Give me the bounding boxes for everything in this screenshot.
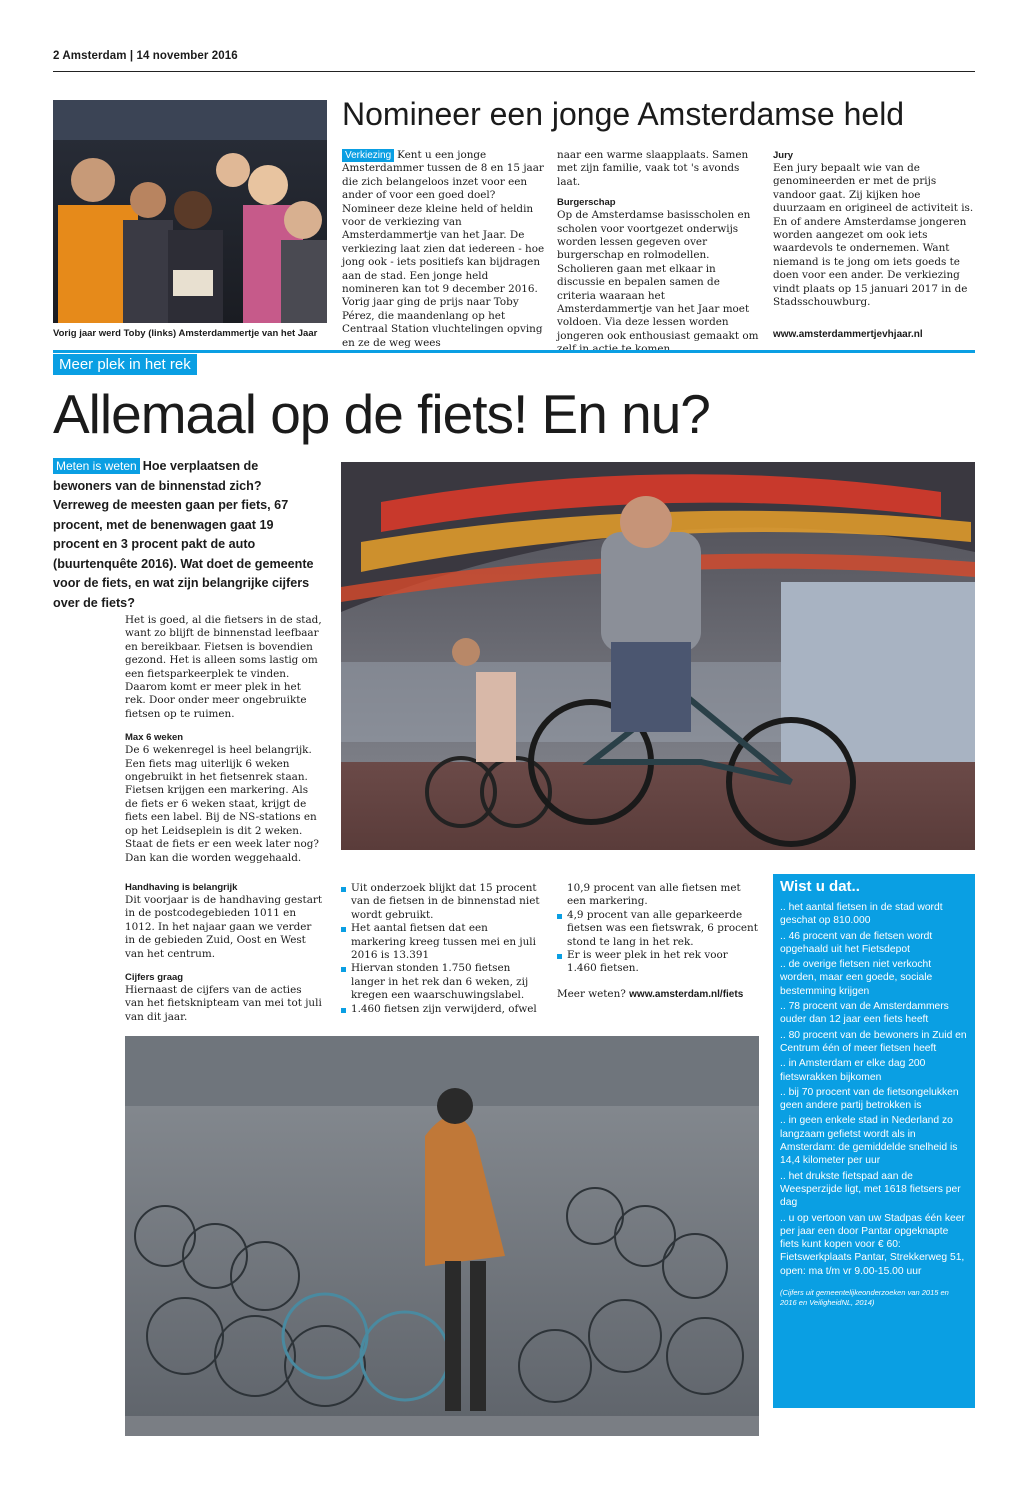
header-rule (53, 71, 975, 72)
fact-item: 4,9 procent van alle geparkeerde fietsen was een fietswrak, 6 procent stond te lang in het rek. (557, 909, 759, 949)
handhaving-heading: Handhaving is belangrijk (125, 881, 238, 893)
wist-u-dat-box (773, 874, 975, 1408)
nominate-text-2a: naar een warme slaapplaats. Samen met zijn familie, vaak tot 's avonds laat. (557, 149, 749, 188)
wist-item: .. in geen enkele stad in Nederland zo langzaam gefietst wordt als in Amsterdam: de gemiddelde snelheid is 14,4 kilometer per uur (780, 1115, 958, 1167)
verkiezing-kicker: Verkiezing (342, 149, 394, 162)
cijfers-heading: Cijfers graag (125, 971, 184, 983)
jury-heading: Jury (773, 150, 794, 161)
fact-item: Uit onderzoek blijkt dat 15 procent van de fietsen in de binnenstad niet wordt gebruikt. (341, 882, 543, 922)
wist-item: .. bij 70 procent van de fietsongelukken geen andere partij betrokken is (780, 1086, 959, 1112)
nominate-url[interactable]: www.amsterdammertjevhjaar.nl (773, 329, 923, 340)
nominate-column-1 (342, 149, 546, 350)
article-p1: Het is goed, al die fietsers in de stad, want zo blijft de binnenstad leefbaar en bereikbaar. Fietsen is bovendien gezond. Het is alleen soms lastig om een fietsparkeerplek te vinden. Daarom komt er meer plek in het rek. Door onder meer ongebruikte fietsen op te ruimen. (125, 614, 322, 720)
article-p4: Hiernaast de cijfers van de acties van het fietsknipteam van mei tot juli van dit jaar. (125, 983, 322, 1023)
wist-item: .. het drukste fietspad aan de Weesperzijde ligt, met 1618 fietsers per dag (780, 1170, 961, 1209)
photo-caption: Vorig jaar werd Toby (links) Amsterdammertje van het Jaar (53, 328, 318, 339)
facts-column-1 (341, 882, 543, 1016)
children-photo (53, 100, 327, 323)
bike-rack-photo (125, 1036, 759, 1436)
more-info (557, 988, 759, 1001)
nominate-text-1: Kent u een jonge Amsterdammer tussen de 8 en 15 jaar die zich belangeloos inzet voor een ander of voor een goed doel? Nomineer deze kleine held of heldin voor de verkiezing van Amsterdammertje van het Jaar. De verkiezing laat zien dat iedereen - hoe jong ook - iets positiefs kan bijdragen aan de stad. Een jonge held nomineren kan tot 9 december 2016. (342, 149, 545, 296)
fact-item: Er is weer plek in het rek voor 1.460 fietsen. (557, 949, 759, 976)
wist-item: .. u op vertoon van uw Stadpas één keer per jaar een door Pantar opgeknapte fiets kunt kopen voor € 60: Fietswerkplaats Pantar, Strekkerweg 51, open: ma t/m vr 9.00-15.00 uur (780, 1212, 965, 1277)
fact-item: Het aantal fietsen dat een markering kreeg tussen mei en juli 2016 is 13.391 (341, 922, 543, 962)
nominate-column-2 (557, 149, 760, 357)
nominate-column-3 (773, 149, 975, 309)
wist-item: .. de overige fietsen niet verkocht worden, maar een goede, sociale bestemming krijgen (780, 959, 933, 997)
page-header: 2 Amsterdam | 14 november 2016 (53, 50, 238, 62)
wist-item: .. 46 procent van de fietsen wordt opgehaald uit het Fietsdepot (780, 930, 933, 955)
article-p3: Dit voorjaar is de handhaving gestart in de postcodegebieden 1011 en 1012. In het najaar gaan we verder in de gebieden Zuid, Oost en West van het centrum. (125, 893, 323, 960)
nominate-headline: Nomineer een jonge Amsterdamse held (342, 96, 905, 132)
section-rule (53, 350, 975, 353)
burgerschap-heading: Burgerschap (557, 197, 616, 209)
nominate-text-2b: Op de Amsterdamse basisscholen en scholen voor voortgezet onderwijs worden lessen gegeven over burgerschap en rolmodellen. Scholieren gaan met elkaar in discussie en bepalen samen de criteria waaraan het Amsterdammertje van het Jaar moet voldoen. Via deze lessen worden jongeren ook enthousiast gemaakt om (557, 209, 759, 342)
nominate-text-1b: Vorig jaar ging de prijs naar Toby Pérez, die maandenlang op het Centraal Station vluchtelingen opving en ze de weg wees (342, 296, 543, 349)
cyclist-photo (341, 462, 975, 850)
more-label: Meer weten? (557, 987, 626, 1000)
nominate-text-3: Een jury bepaalt wie van de genomineerden er met de prijs vandoor gaat. Zij kijken hoe duurzaam en origineel de activiteit is. En of andere Amsterdamse jongeren worden aangezet om ook iets waardevols te ondernemen. Want niemand is te jong om iets goeds te doen voor een ander. De verkiezing vindt plaats op 15 januari 2017 in de Stadsschouwburg. (773, 162, 974, 309)
main-headline: Allemaal op de fiets! En nu? (53, 383, 710, 445)
article-p2: De 6 wekenregel is heel belangrijk. Een fiets mag uiterlijk 6 weken ongebruikt in het fietsenrek staan. Fietsen krijgen een markering. Als de fiets er 6 weken staat, krijgt de fiets een label. Bij de NS-stations en op het Leidseplein is dit 2 weken. Staat de fiets er een week later nog? Dan kan die worden weggehaald. (125, 744, 319, 864)
meten-kicker: Meten is weten (53, 458, 140, 474)
wist-title: Wist u dat.. (780, 878, 860, 895)
max6-heading: Max 6 weken (125, 732, 184, 744)
wist-item: .. 80 procent van de bewoners in Zuid en Centrum één of meer fietsen heeft (780, 1029, 967, 1054)
fact-continuation: 10,9 procent van alle fietsen met een markering. (567, 882, 741, 908)
section-tag: Meer plek in het rek (53, 354, 197, 375)
intro-text (53, 457, 315, 613)
wist-source: (Cijfers uit gemeentelijkeonderzoeken van 2015 en 2016 en VeiligheidNL, 2014) (780, 1288, 949, 1308)
fact-item: 1.460 fietsen zijn verwijderd, ofwel (341, 1003, 543, 1016)
more-url[interactable]: www.amsterdam.nl/fiets (629, 988, 744, 1000)
wist-item: .. in Amsterdam er elke dag 200 fietswrakken bijkomen (780, 1058, 926, 1083)
wist-item: .. 78 procent van de Amsterdammers ouder dan 12 jaar een fiets heeft (780, 1001, 949, 1026)
wist-item: .. het aantal fietsen in de stad wordt geschat op 810.000 (780, 902, 943, 927)
facts-column-2 (557, 882, 759, 1001)
fact-item: Hiervan stonden 1.750 fietsen langer in het rek dan 6 weken, zij kregen een waarschuwingslabel. (341, 962, 543, 1002)
article-column (125, 614, 323, 1024)
intro-body: Hoe verplaatsen de bewoners van de binnenstad zich? Verreweg de meesten gaan per fiets, 67 procent, met de benenwagen gaat 19 procent en 3 procent pakt de auto (buurtenquête 2016). Wat doet de gemeente voor de fiets, en wat zijn belangrijke cijfers over de fiets? (53, 459, 314, 610)
